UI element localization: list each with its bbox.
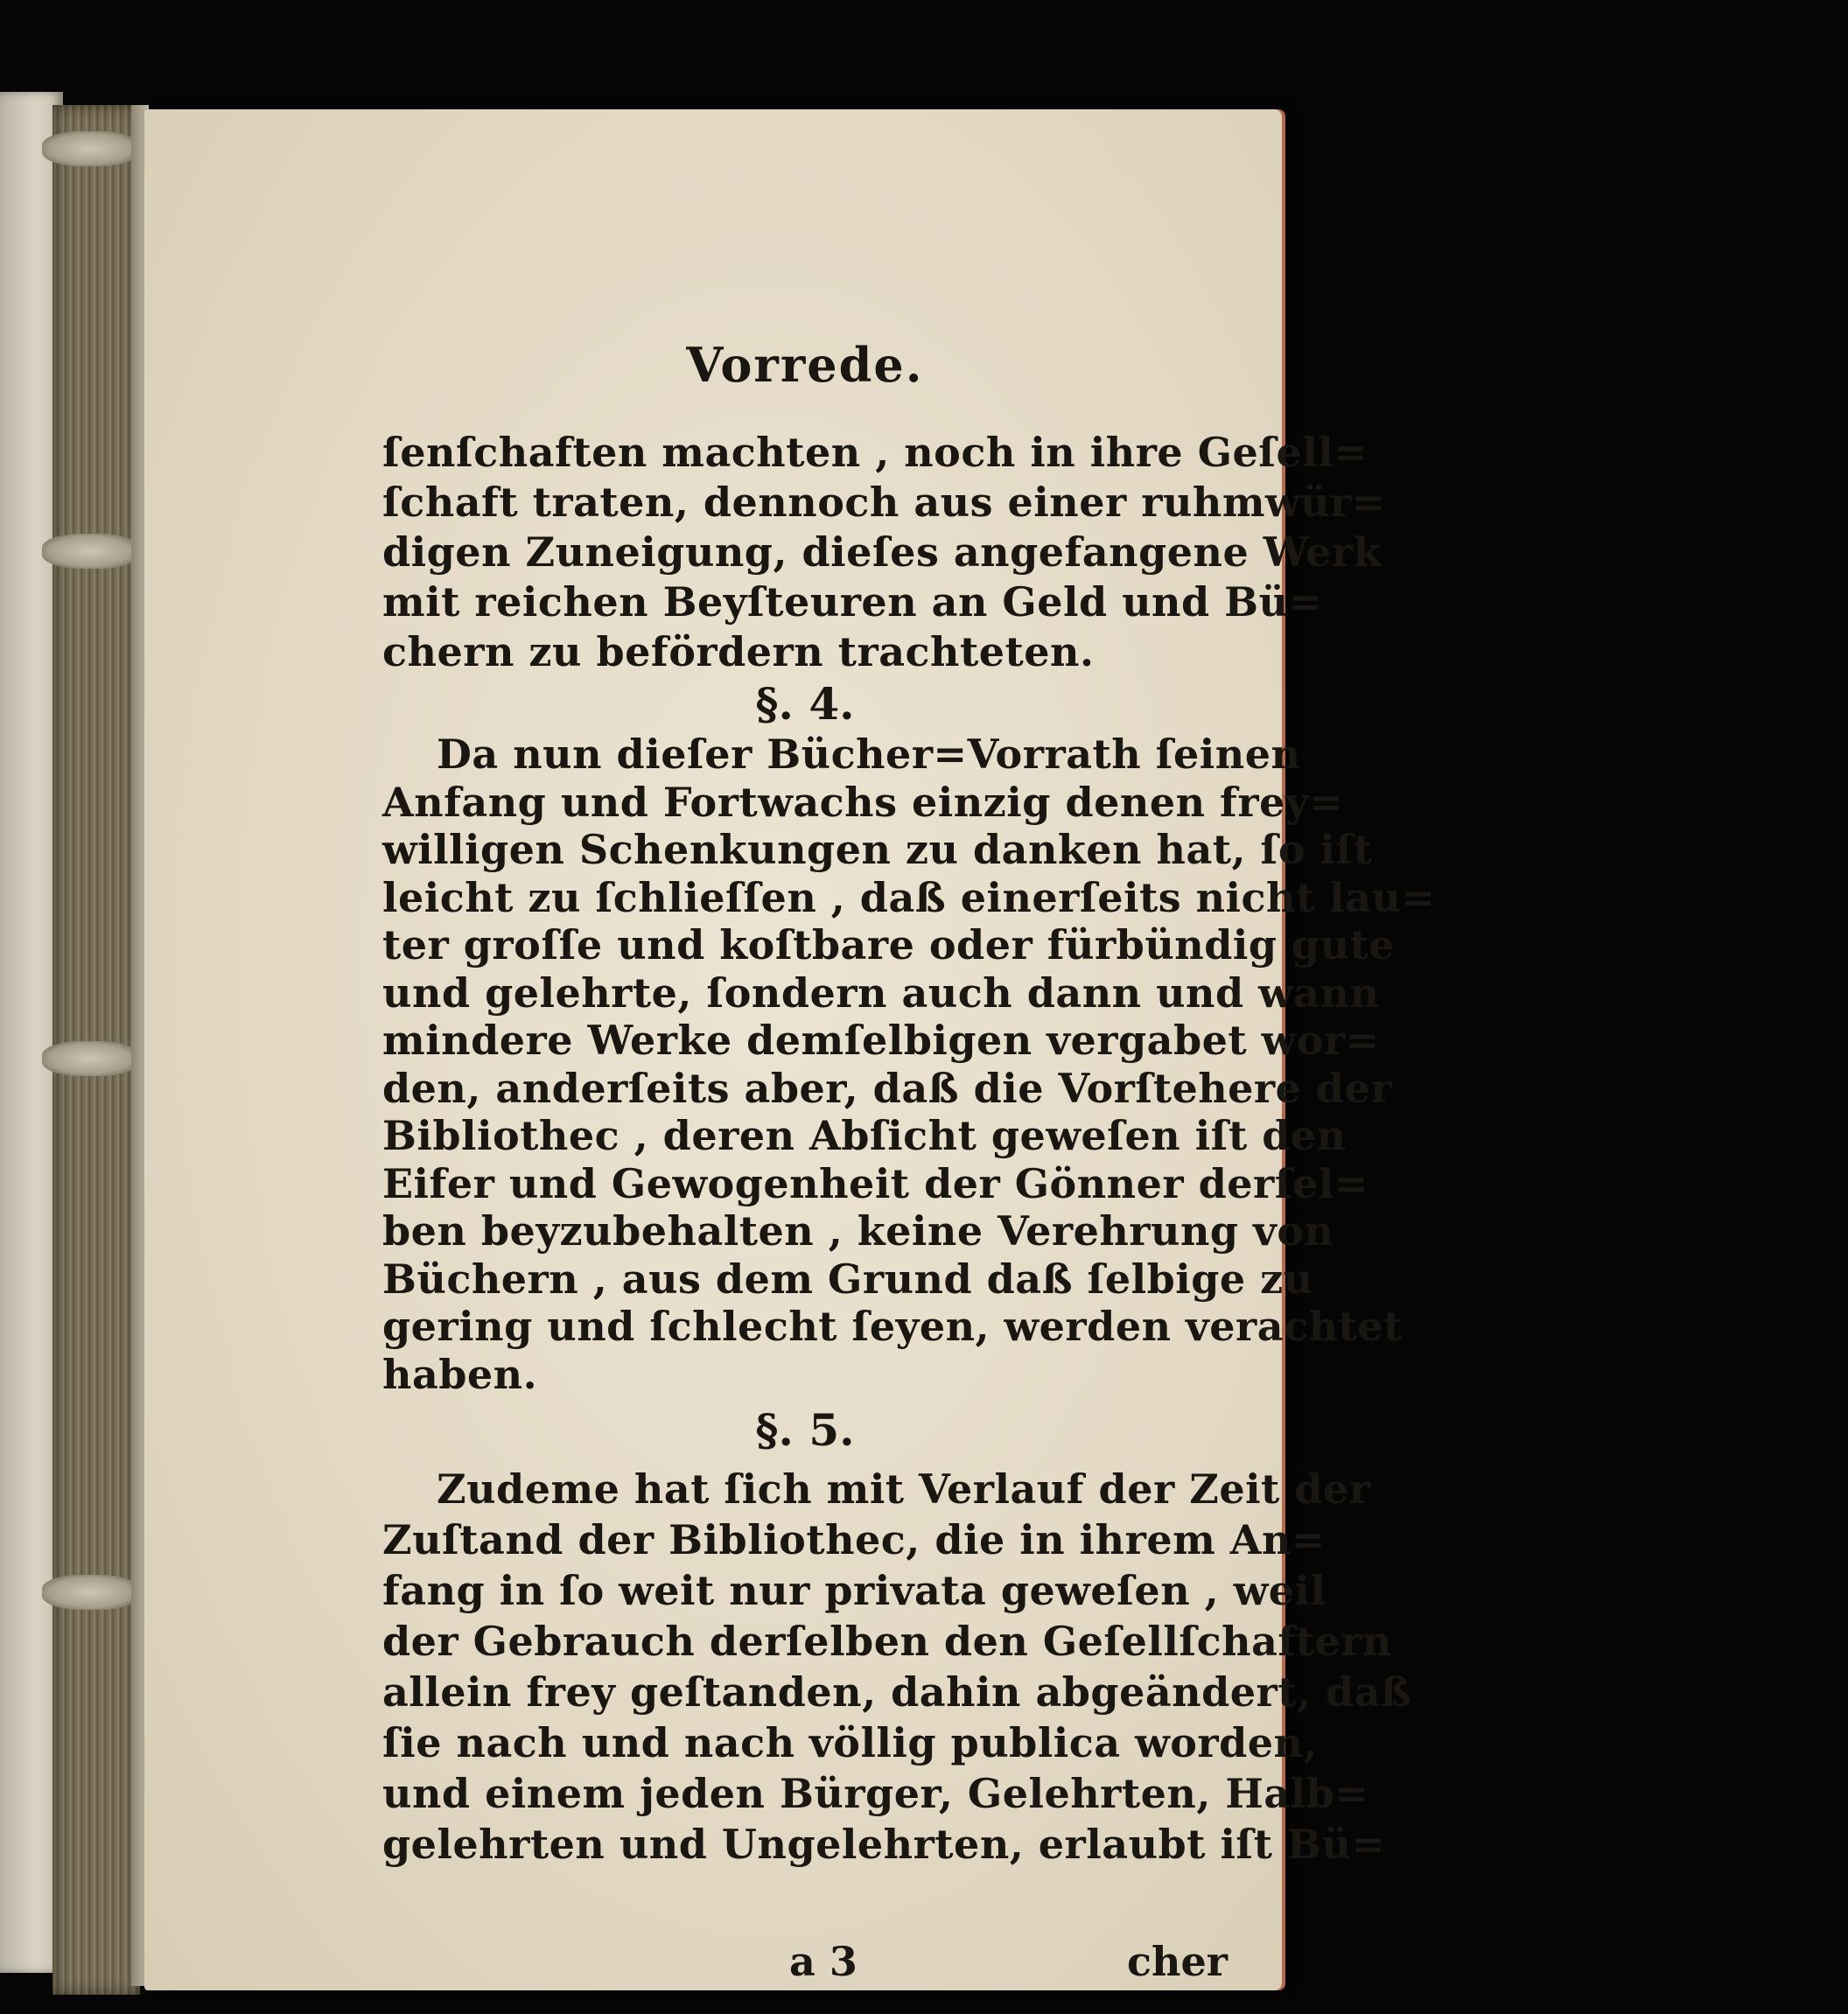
- running-head: Vorrede.: [686, 337, 924, 393]
- catchword: cher: [1127, 1938, 1228, 1985]
- text-line: Eifer und Gewogenheit der Gönner derſel=: [382, 1159, 1368, 1207]
- binding-cord: [42, 1041, 138, 1076]
- text-line: ſie nach und nach völlig publica worden,: [382, 1719, 1319, 1766]
- text-line: ſchaft traten, dennoch aus einer ruhmwür=: [382, 479, 1386, 526]
- text-line: haben.: [382, 1350, 538, 1398]
- text-line: Anfang und Fortwachs einzig denen frey=: [382, 778, 1344, 826]
- text-line: ſenſchaften machten , noch in ihre Geſell=: [382, 429, 1368, 476]
- text-line: Da nun dieſer Bücher=Vorrath ſeinen: [437, 731, 1301, 778]
- text-line: und einem jeden Bürger, Gelehrten, Halb=: [382, 1770, 1369, 1817]
- text-line: ter groſſe und koſtbare oder fürbündig gute: [382, 921, 1396, 969]
- binding-cord: [42, 534, 138, 569]
- text-line: fang in ſo weit nur privata geweſen , weil: [382, 1567, 1326, 1614]
- text-line: gelehrten und Ungelehrten, erlaubt iſt Bü=: [382, 1821, 1386, 1868]
- text-line: den, anderſeits aber, daß die Vorſtehere der: [382, 1064, 1393, 1112]
- text-line: Zuſtand der Bibliothec, die in ihrem An=: [382, 1516, 1326, 1563]
- text-line: mindere Werke demſelbigen vergabet wor=: [382, 1017, 1380, 1064]
- text-line: mit reichen Beyſteuren an Geld und Bü=: [382, 578, 1323, 626]
- text-line: willigen Schenkungen zu danken hat, ſo iſt: [382, 826, 1373, 873]
- text-line: und gelehrte, ſondern auch dann und wann: [382, 969, 1380, 1017]
- section-heading-4: §. 4.: [755, 678, 855, 730]
- text-line: leicht zu ſchlieſſen , daß einerſeits nicht lau=: [382, 873, 1436, 921]
- binding-cord: [42, 131, 138, 166]
- text-line: ben beyzubehalten , keine Verehrung von: [382, 1207, 1334, 1255]
- text-line: digen Zuneigung, dieſes angefangene Werk: [382, 528, 1382, 576]
- text-line: der Gebrauch derſelben den Geſellſchaftern: [382, 1618, 1392, 1665]
- text-line: Zudeme hat ſich mit Verlauf der Zeit der: [437, 1465, 1371, 1513]
- section-heading-5: §. 5.: [755, 1404, 855, 1456]
- text-line: Bibliothec , deren Abſicht geweſen iſt den: [382, 1112, 1347, 1159]
- book-page: [144, 109, 1436, 1990]
- signature-mark: a 3: [789, 1938, 858, 1985]
- text-line: chern zu befördern trachteten.: [382, 628, 1095, 675]
- binding-cord: [42, 1575, 138, 1610]
- text-line: Büchern , aus dem Grund daß ſelbige zu: [382, 1255, 1313, 1303]
- text-line: allein frey geſtanden, dahin abgeändert, daß: [382, 1668, 1412, 1716]
- text-line: gering und ſchlecht ſeyen, werden verachtet: [382, 1303, 1403, 1350]
